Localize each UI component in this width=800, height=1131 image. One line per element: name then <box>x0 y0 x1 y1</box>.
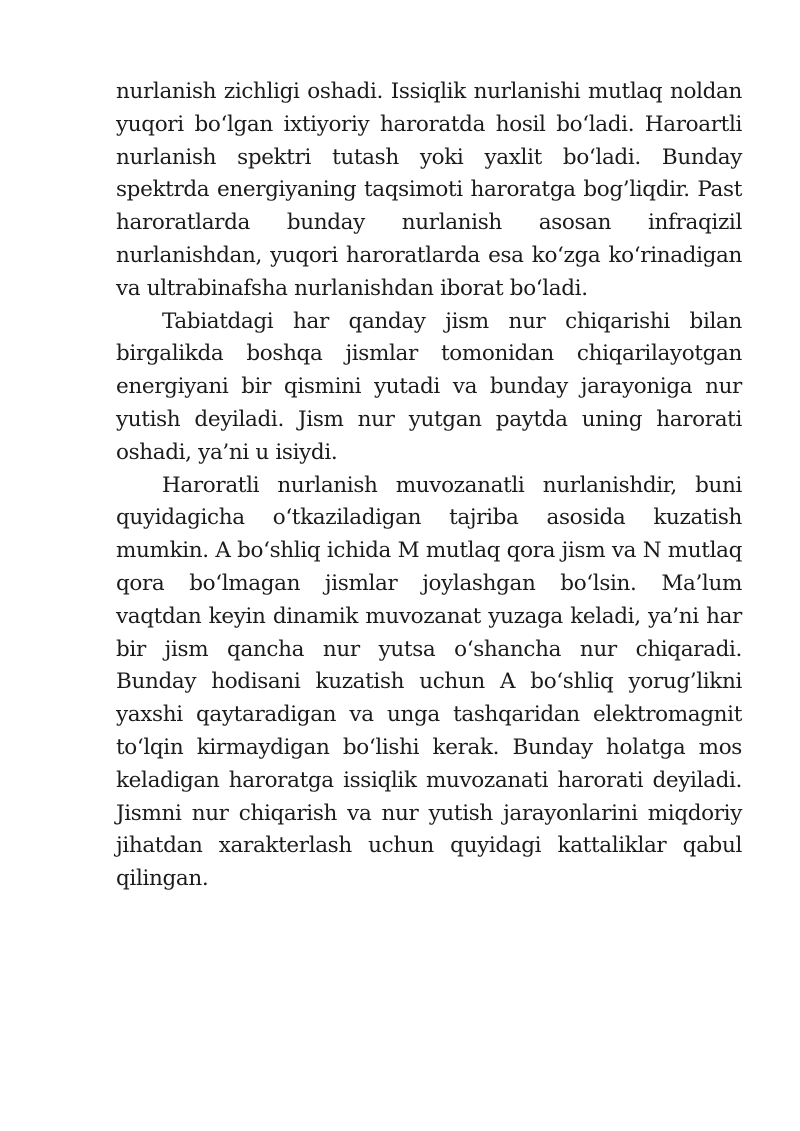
paragraph-equilibrium: Haroratli nurlanish muvozanatli nurlanishdir, buni quyidagicha o‘tkaziladigan tajriba asosida kuzatish mumkin. A bo‘shliq ichida M mutlaq qora jism va N mutlaq qora bo‘lmagan jismlar joylashgan bo‘lsin. Ma’lum vaqtdan keyin dinamik muvozanat yuzaga keladi, ya’ni har bir jism qancha nur yutsa o‘shancha nur chiqaradi. Bunday hodisani kuzatish uchun A bo‘shliq yorug’likni yaxshi qaytaradigan va unga tashqaridan elektromagnit to‘lqin kirmaydigan bo‘lishi kerak. Bunday holatga mos keladigan haroratga issiqlik muvozanati harorati deyiladi. Jismni nur chiqarish va nur yutish jarayonlarini miqdoriy jihatdan xarakterlash uchun quyidagi kattaliklar qabul qilingan. <box>116 472 742 892</box>
document-body <box>116 76 742 896</box>
paragraph-continuation: nurlanish zichligi oshadi. Issiqlik nurlanishi mutlaq noldan yuqori bo‘lgan ixtiyoriy haroratda hosil bo‘ladi. Haroartli nurlanish spektri tutash yoki yaxlit bo‘ladi. Bunday spektrda energiyaning taqsimoti haroratga bog’liqdir. Past haroratlarda bunday nurlanish asosan infraqizil nurlanishdan, yuqori haroratlarda esa ko‘zga ko‘rinadigan va ultrabinafsha nurlanishdan iborat bo‘ladi. <box>116 79 742 301</box>
paragraph-absorption: Tabiatdagi har qanday jism nur chiqarishi bilan birgalikda boshqa jismlar tomonidan chiqarilayotgan energiyani bir qismini yutadi va bunday jarayoniga nur yutish deyiladi. Jism nur yutgan paytda uning harorati oshadi, ya’ni u isiydi. <box>116 308 742 465</box>
